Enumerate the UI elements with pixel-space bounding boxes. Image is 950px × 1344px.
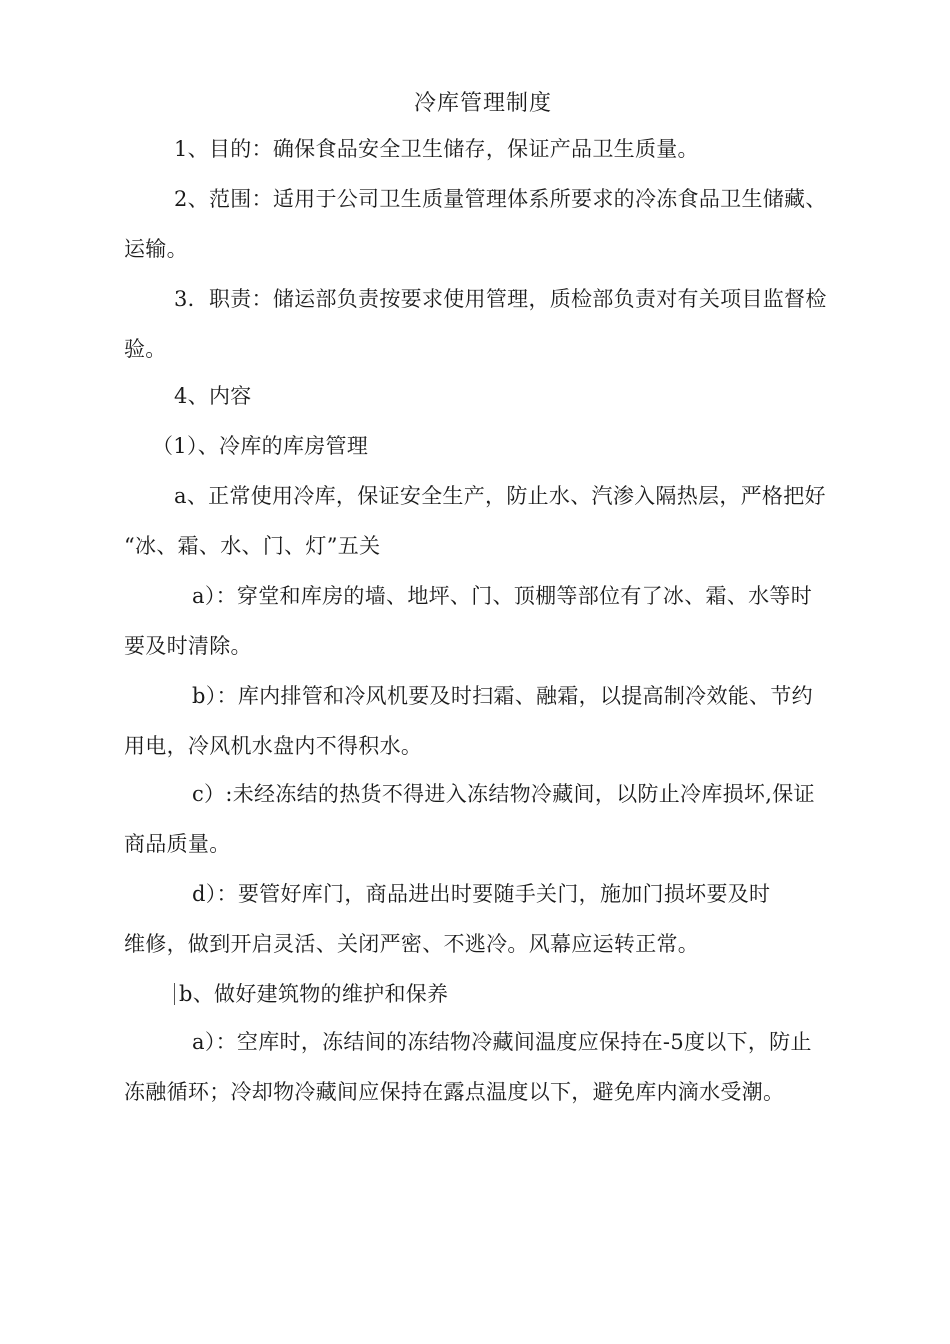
paragraph-line: 冻融循环；冷却物冷藏间应保持在露点温度以下，避免库内滴水受潮。 [124,1080,785,1104]
paragraph-line: a、正常使用冷库，保证安全生产，防止水、汽渗入隔热层，严格把好 [174,484,826,508]
paragraph-line: a）：空库时，冻结间的冻结物冷藏间温度应保持在-5度以下，防止 [192,1030,812,1054]
text-cursor [174,983,175,1005]
paragraph-line: 验。 [124,337,167,361]
paragraph-line: 商品质量。 [124,832,231,856]
paragraph-line: “冰、霜、水、门、灯”五关 [124,534,381,558]
paragraph-line: d）：要管好库门，商品进出时要随手关门，施加门损坏要及时 [192,882,771,906]
paragraph-line: b）：库内排管和冷风机要及时扫霜、融霜，以提高制冷效能、节约 [192,684,813,708]
paragraph-line: 维修，做到开启灵活、关闭严密、不逃冷。风幕应运转正常。 [124,932,700,956]
paragraph-line: 1、目的：确保食品安全卫生储存，保证产品卫生质量。 [174,137,699,161]
paragraph-line: 要及时清除。 [124,634,252,658]
paragraph-line: 2、范围：适用于公司卫生质量管理体系所要求的冷冻食品卫生储藏、 [174,187,827,211]
section-heading: b、做好建筑物的维护和保养 [179,982,449,1006]
paragraph-line: a）：穿堂和库房的墙、地坪、门、顶棚等部位有了冰、霜、水等时 [192,584,813,608]
paragraph-line: 用电，冷风机水盘内不得积水。 [124,734,423,758]
paragraph-line: 3．职责：储运部负责按要求使用管理，质检部负责对有关项目监督检 [174,287,827,311]
section-heading: 4、内容 [174,384,252,408]
subsection-heading: （1）、冷库的库房管理 [152,434,369,458]
paragraph-line: 运输。 [124,237,188,261]
section-heading-line [174,980,448,1008]
paragraph-line: c）:未经冻结的热货不得进入冻结物冷藏间，以防止冷库损坏,保证 [192,782,815,806]
document-title: 冷库管理制度 [414,91,553,116]
